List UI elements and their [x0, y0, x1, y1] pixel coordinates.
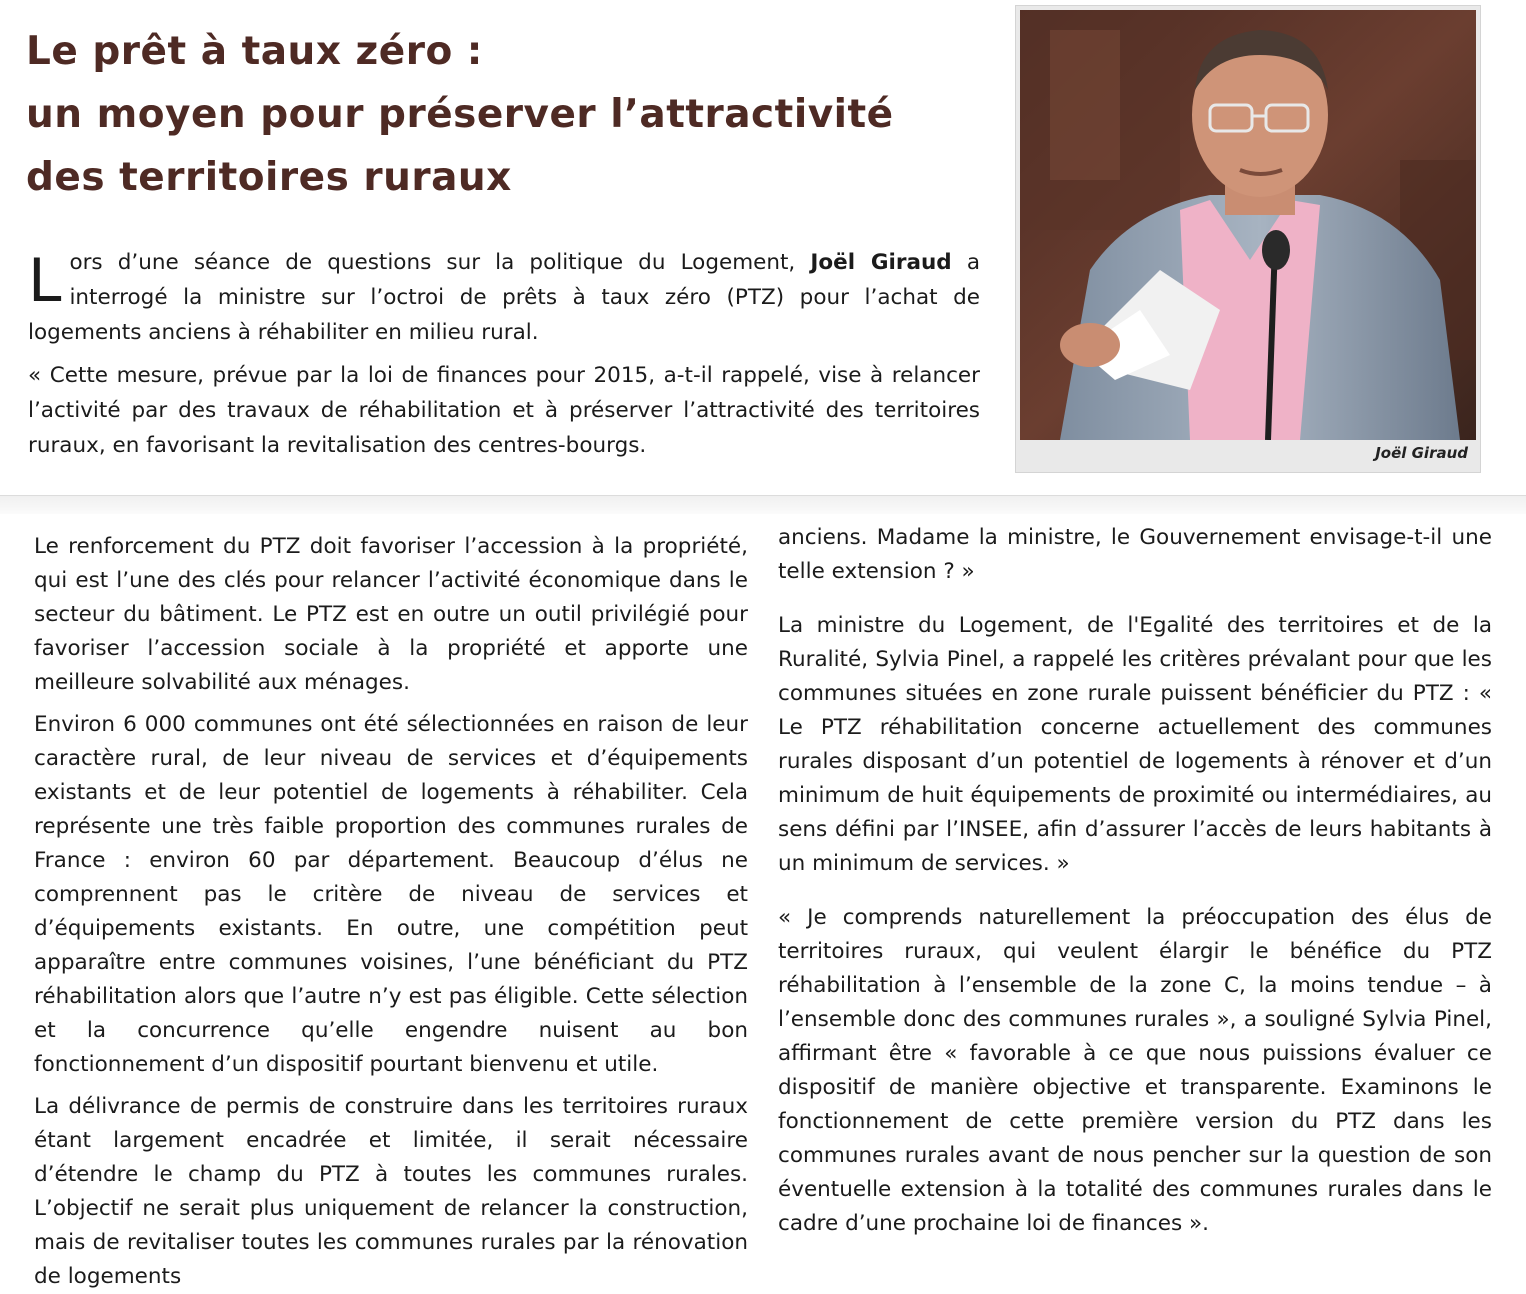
portrait-photo [1020, 10, 1476, 440]
left-paragraph-2: Environ 6 000 communes ont été sélectionnées en raison de leur caractère rural, de leur niveau de services et d’équipements existants et de leur potentiel de logements à réhabiliter. Cela représente une très faible proportion des communes rurales de France : environ 60 par département. Beaucoup d’élus ne comprennent pas le critère de niveau de services et d’équipements existants. En outre, une compétition peut apparaître entre communes voisines, l’une bénéficiant du PTZ réhabilitation alors que l’autre n’y est pas éligible. Cette sélection et la concurrence qu’elle engendre nuisent au bon fonctionnement d’un dispositif pourtant bienvenu et utile. [34, 712, 748, 1077]
intro-paragraph-1 [28, 245, 980, 350]
left-paragraph-1: Le renforcement du PTZ doit favoriser l’accession à la propriété, qui est l’une des clés pour relancer l’activité économique dans le secteur du bâtiment. Le PTZ est en outre un outil privilégié pour favoriser l’accession sociale à la propriété et apporte une meilleure solvabilité aux ménages. [34, 534, 748, 695]
article-title [26, 20, 986, 209]
title-line-3: des territoires ruraux [26, 155, 512, 200]
right-paragraph-2: La ministre du Logement, de l'Egalité des territoires et de la Ruralité, Sylvia Pinel, a rappelé les critères prévalant pour que les communes situées en zone rurale puissent bénéficier du PTZ : « Le PTZ réhabilitation concerne actuellement des communes rurales disposant d’un potentiel de logements à rénover et d’un minimum de huit équipements de proximité ou intermédiaires, au sens défini par l’INSEE, afin d’assurer l’accès de leurs habitants à un minimum de services. » [778, 613, 1492, 876]
left-column [34, 530, 748, 1294]
right-paragraph-1: anciens. Madame la ministre, le Gouvernement envisage-t-il une telle extension ? » [778, 525, 1492, 584]
intro-text-after-name: a interrogé la ministre sur l’octroi de prêts à taux zéro (PTZ) pour l’achat de logements anciens à réhabiliter en milieu rural. [28, 250, 981, 345]
right-paragraph-3: « Je comprends naturellement la préoccupation des élus de territoires ruraux, qui veulent élargir le bénéfice du PTZ réhabilitation à l’ensemble de la zone C, la moins tendue – à l’ensemble donc des communes rurales », a souligné Sylvia Pinel, affirmant être « favorable à ce que nous puissions évaluer ce dispositif de manière objective et transparente. Examinons le fonctionnement de cette première version du PTZ dans les communes rurales avant de nous pencher sur la question de son éventuelle extension à la totalité des communes rurales dans le cadre d’une prochaine loi de finances ». [778, 905, 1492, 1236]
right-column [778, 521, 1492, 1241]
intro-text-before-name: ors d’une séance de questions sur la politique du Logement, [69, 250, 796, 275]
title-line-1: Le prêt à taux zéro : [26, 29, 483, 74]
article-intro [28, 245, 980, 463]
dropcap: L [28, 246, 62, 316]
photo-caption: Joël Giraud [1375, 444, 1468, 462]
title-line-2: un moyen pour préserver l’attractivité [26, 92, 894, 137]
intro-paragraph-2: « Cette mesure, prévue par la loi de finances pour 2015, a-t-il rappelé, vise à relancer l’activité par des travaux de réhabilitation et à préserver l’attractivité des territoires ruraux, en favorisant la revitalisation des centres-bourgs. [28, 363, 980, 458]
article-header-section [0, 0, 1526, 495]
deputy-name: Joël Giraud [810, 250, 952, 275]
left-paragraph-3: La délivrance de permis de construire dans les territoires ruraux étant largement encadrée et limitée, il serait nécessaire d’étendre le champ du PTZ à toutes les communes rurales. L’objectif ne serait plus uniquement de relancer la construction, mais de revitaliser toutes les communes rurales par la rénovation de logements [34, 1094, 748, 1289]
section-separator [0, 495, 1526, 514]
photo-frame [1015, 5, 1481, 473]
